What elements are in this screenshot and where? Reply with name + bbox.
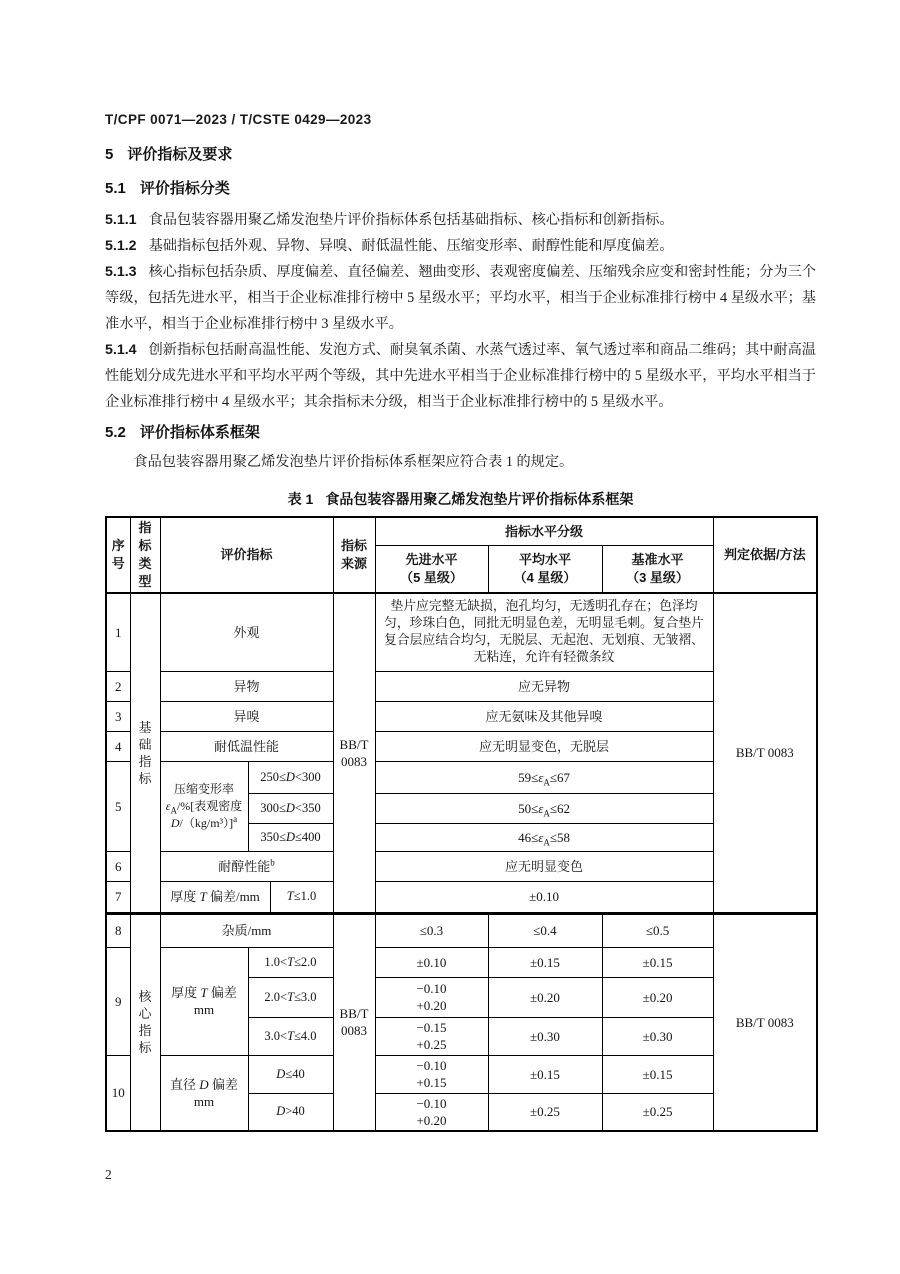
r10-indicator: 直径 D 偏差 mm [160, 1055, 248, 1131]
r6-requirement: 应无明显变色 [375, 851, 713, 881]
basic-judgment-cell: BB/T 0083 [713, 593, 817, 913]
basic-source-cell: BB/T 0083 [333, 593, 375, 913]
r5c-condition: 350≤D≤400 [248, 823, 333, 851]
clause-5-1-4-number: 5.1.4 [105, 342, 137, 358]
col-header-indicator: 评价指标 [160, 517, 333, 593]
r8-indicator: 杂质/mm [160, 913, 333, 947]
table-row-8 [106, 913, 817, 947]
section-5-title: 评价指标及要求 [127, 146, 233, 163]
r9a-condition: 1.0<T≤2.0 [248, 947, 333, 977]
r10b-condition: D>40 [248, 1093, 333, 1131]
r3-indicator: 异嗅 [160, 701, 333, 731]
r1-seq: 1 [106, 593, 130, 671]
r8-seq: 8 [106, 913, 130, 947]
r4-seq: 4 [106, 731, 130, 761]
table-1-title: 食品包装容器用聚乙烯发泡垫片评价指标体系框架 [325, 491, 634, 507]
col-header-judgment: 判定依据/方法 [713, 517, 817, 593]
core-type-cell: 核心指标 [130, 913, 160, 1131]
r9-indicator: 厚度 T 偏差 mm [160, 947, 248, 1055]
r9c-value-advanced: −0.15 +0.25 [375, 1017, 488, 1055]
section-5-number: 5 [105, 146, 114, 163]
r9c-value-baseline: ±0.30 [602, 1017, 713, 1055]
page-content [105, 112, 816, 1132]
r3-seq: 3 [106, 701, 130, 731]
r8-value-advanced: ≤0.3 [375, 913, 488, 947]
clause-5-1-1-number: 5.1.1 [105, 212, 137, 228]
col-header-grading: 指标水平分级 [375, 517, 713, 546]
r9b-condition: 2.0<T≤3.0 [248, 977, 333, 1017]
clause-5-1-1-text: 食品包装容器用聚乙烯发泡垫片评价指标体系包括基础指标、核心指标和创新指标。 [148, 212, 674, 228]
col-header-type: 指标类型 [130, 517, 160, 593]
r10b-value-average: ±0.25 [488, 1093, 602, 1131]
r6-seq: 6 [106, 851, 130, 881]
r7-indicator: 厚度 T 偏差/mm [160, 881, 270, 913]
r8-value-baseline: ≤0.5 [602, 913, 713, 947]
r5a-condition: 250≤D<300 [248, 761, 333, 793]
r10a-value-advanced: −0.10 +0.15 [375, 1055, 488, 1093]
table-row-6 [106, 851, 817, 881]
clause-5-1-2 [105, 233, 816, 259]
table-row-2 [106, 671, 817, 701]
table-row-7 [106, 881, 817, 913]
r2-indicator: 异物 [160, 671, 333, 701]
level-advanced-name: 先进水平 [405, 552, 458, 567]
section-5-2-number: 5.2 [105, 424, 126, 441]
table-1-label: 表 1 [287, 491, 314, 507]
table-1-evaluation-framework [105, 516, 818, 1132]
r6-indicator: 耐醇性能$^b$ [160, 851, 333, 881]
r10b-value-baseline: ±0.25 [602, 1093, 713, 1131]
r10b-value-advanced: −0.10 +0.20 [375, 1093, 488, 1131]
r9-seq: 9 [106, 947, 130, 1055]
section-5-2-title: 评价指标体系框架 [139, 424, 260, 441]
level-average-stars: （4 星级） [513, 570, 577, 585]
col-header-level-baseline [602, 546, 713, 594]
table-row-10a [106, 1055, 817, 1093]
r9c-value-average: ±0.30 [488, 1017, 602, 1055]
r9b-value-average: ±0.20 [488, 977, 602, 1017]
r9b-value-advanced: −0.10 +0.20 [375, 977, 488, 1017]
r5b-condition: 300≤D<350 [248, 793, 333, 823]
clause-5-1-3-text: 核心指标包括杂质、厚度偏差、直径偏差、翘曲变形、表观密度偏差、压缩残余应变和密封性能；分为三个等级，包括先进水平，相当于企业标准排行榜中 5 星级水平；平均水平，相当于企业标准排行榜中 4 星级水平；基准水平，相当于企业标准排行榜中 3 星级水平。 [105, 264, 816, 332]
level-average-name: 平均水平 [518, 552, 571, 567]
clause-5-1-4-text: 创新指标包括耐高温性能、发泡方式、耐臭氧杀菌、水蒸气透过率、氧气透过率和商品二维码；其中耐高温性能划分成先进水平和平均水平两个等级，其中先进水平相当于企业标准排行榜中的 5 星级水平，平均水平相当于企业标准排行榜中 4 星级水平；其余指标未分级，相当于企业标准排行榜中的 5 星级水平。 [105, 342, 816, 410]
r1-indicator: 外观 [160, 593, 333, 671]
clause-5-2-body: 食品包装容器用聚乙烯发泡垫片评价指标体系框架应符合表 1 的规定。 [133, 454, 574, 470]
clause-5-1-3 [105, 259, 816, 337]
section-5-1-heading [105, 179, 816, 199]
r9c-condition: 3.0<T≤4.0 [248, 1017, 333, 1055]
clause-5-1-3-number: 5.1.3 [105, 264, 137, 280]
r4-indicator: 耐低温性能 [160, 731, 333, 761]
r7-seq: 7 [106, 881, 130, 913]
r5c-requirement: $46\le\varepsilon_A\le 58$ [375, 823, 713, 851]
r9a-value-advanced: ±0.10 [375, 947, 488, 977]
r5a-requirement: $59\le\varepsilon_A\le 67$ [375, 761, 713, 793]
clause-5-1-4 [105, 337, 816, 415]
level-baseline-stars: （3 星级） [626, 570, 689, 585]
basic-type-cell: 基础指标 [130, 593, 160, 913]
r10-seq: 10 [106, 1055, 130, 1131]
r10a-value-baseline: ±0.15 [602, 1055, 713, 1093]
clause-5-1-1 [105, 207, 816, 233]
r2-seq: 2 [106, 671, 130, 701]
table-row-9a [106, 947, 817, 977]
r1-requirement: 垫片应完整无缺损，泡孔均匀，无透明孔存在；色泽均匀，珍珠白色，同批无明显色差，无明显毛刺。复合垫片复合层应结合均匀，无脱层、无起泡、无划痕、无皱褶、无粘连，允许有轻微条纹 [375, 593, 713, 671]
table-row-3 [106, 701, 817, 731]
table-row-5a [106, 761, 817, 793]
doc-code: T/CPF 0071—2023 / T/CSTE 0429—2023 [105, 112, 372, 127]
level-baseline-name: 基准水平 [631, 552, 684, 567]
section-5-1-number: 5.1 [105, 180, 126, 197]
col-header-level-advanced [375, 546, 488, 594]
r5-seq: 5 [106, 761, 130, 851]
section-5-heading [105, 145, 816, 165]
r5-indicator: 压缩变形率 $\varepsilon_A/\%$[表观密度 D/（kg/m³）]$^a$ [160, 761, 248, 851]
table-row-4 [106, 731, 817, 761]
table-1-caption [105, 489, 816, 509]
r2-requirement: 应无异物 [375, 671, 713, 701]
col-header-level-average [488, 546, 602, 594]
table-header-row-1 [106, 517, 817, 546]
section-5-2-heading [105, 423, 816, 443]
core-source-cell: BB/T 0083 [333, 913, 375, 1131]
core-judgment-cell: BB/T 0083 [713, 913, 817, 1131]
r3-requirement: 应无氨味及其他异嗅 [375, 701, 713, 731]
clause-5-1-2-text: 基础指标包括外观、异物、异嗅、耐低温性能、压缩变形率、耐醇性能和厚度偏差。 [148, 238, 674, 254]
r9b-value-baseline: ±0.20 [602, 977, 713, 1017]
r7-condition: T≤1.0 [270, 881, 333, 913]
page-number: 2 [105, 1167, 112, 1182]
r10a-value-average: ±0.15 [488, 1055, 602, 1093]
r10a-condition: D≤40 [248, 1055, 333, 1093]
col-header-seq: 序号 [106, 517, 130, 593]
r4-requirement: 应无明显变色，无脱层 [375, 731, 713, 761]
r9a-value-baseline: ±0.15 [602, 947, 713, 977]
col-header-source: 指标来源 [333, 517, 375, 593]
table-row-1 [106, 593, 817, 671]
clause-5-1-2-number: 5.1.2 [105, 238, 137, 254]
r9a-value-average: ±0.15 [488, 947, 602, 977]
r8-value-average: ≤0.4 [488, 913, 602, 947]
r7-requirement: ±0.10 [375, 881, 713, 913]
r5b-requirement: $50\le\varepsilon_A\le 62$ [375, 793, 713, 823]
level-advanced-stars: （5 星级） [400, 570, 463, 585]
section-5-1-title: 评价指标分类 [139, 180, 230, 197]
